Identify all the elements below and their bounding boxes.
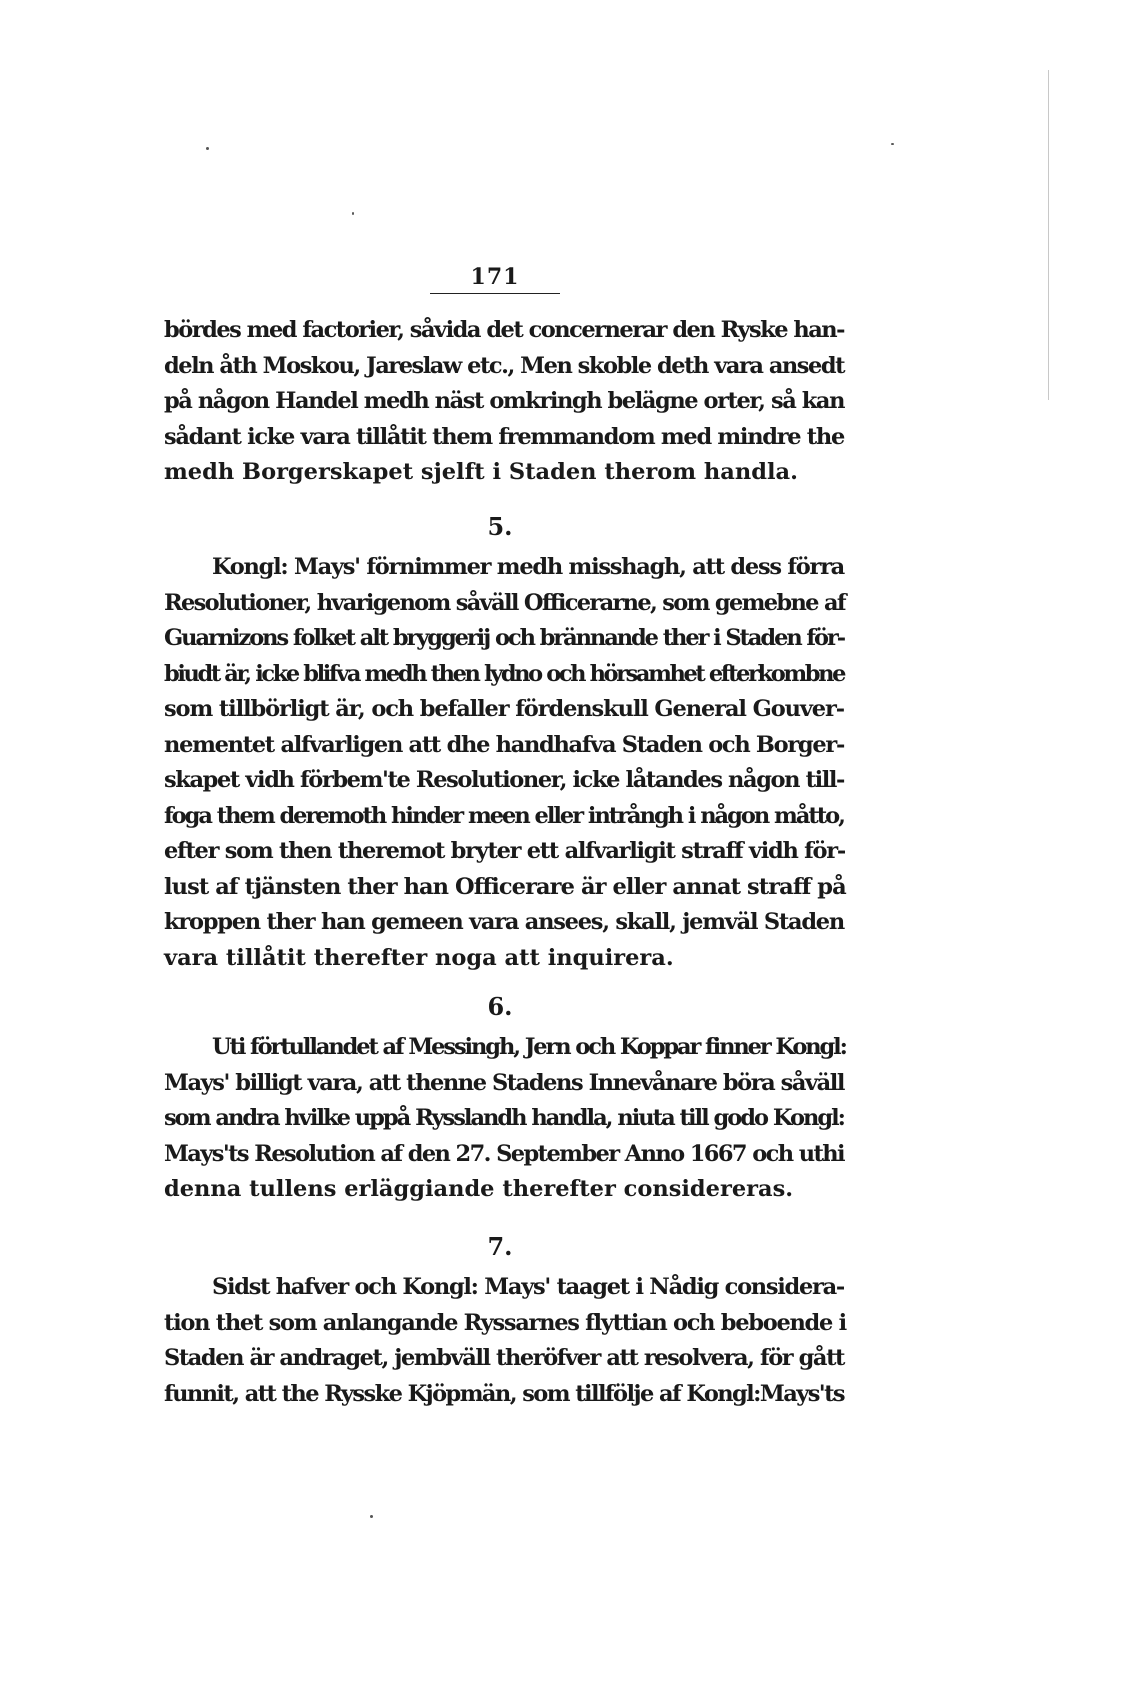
- text-line: lust af tjänsten ther han Officerare är eller annat straff på: [164, 873, 846, 900]
- text-line: kroppen ther han gemeen vara ansees, skall, jemväl Staden: [164, 909, 844, 935]
- page-edge-mark: [1048, 70, 1049, 400]
- text-line: skapet vidh förbem'te Resolutioner, icke låtandes någon till-: [164, 767, 844, 793]
- text-line: nementet alfvarligen att dhe handhafva Staden och Borger-: [164, 731, 844, 758]
- text-line: denna tullens erläggiande therefter considereras.: [164, 1176, 794, 1202]
- page-number: 171: [470, 264, 520, 290]
- section-5-paragraph: [164, 550, 844, 976]
- text-line: efter som then theremot bryter ett alfvarligit straff vidh för-: [164, 838, 845, 864]
- section-6-paragraph: [164, 1030, 844, 1208]
- section-number-6: 6.: [487, 992, 513, 1021]
- text-line: som andra hvilke uppå Rysslandh handla, niuta till godo Kongl:: [164, 1105, 844, 1131]
- text-line: foga them deremoth hinder meen eller intrångh i någon måtto,: [164, 802, 844, 829]
- print-speck: [370, 1515, 373, 1518]
- text-line: på någon Handel medh näst omkringh belägne orter, så kan: [164, 388, 845, 414]
- text-line: Resolutioner, hvarigenom såväll Officerarne, som gemebne af: [164, 589, 845, 616]
- text-line: deln åth Moskou, Jareslaw etc., Men skoble deth vara ansedt: [164, 352, 844, 379]
- section-number-7: 7.: [487, 1232, 513, 1261]
- text-line: Staden är andraget, jembväll theröfver att resolvera, för gått: [164, 1345, 844, 1371]
- page-number-rule: [430, 293, 560, 294]
- print-speck: [206, 147, 209, 150]
- text-line: tion thet som anlangande Ryssarnes flyttian och beboende i: [164, 1309, 846, 1336]
- text-line: Kongl: Mays' förnimmer medh misshagh, att dess förra: [212, 554, 844, 580]
- intro-paragraph: [164, 313, 844, 491]
- text-line: Mays' billigt vara, att thenne Stadens Innevånare böra såväll: [164, 1069, 844, 1096]
- section-7-paragraph: [164, 1270, 844, 1412]
- text-line: medh Borgerskapet sjelft i Staden therom handla.: [164, 459, 798, 485]
- text-line: funnit, att the Rysske Kjöpmän, som tillfölje af Kongl:Mays'ts: [164, 1380, 844, 1407]
- text-line: Uti förtullandet af Messingh, Jern och Koppar finner Kongl:: [212, 1034, 846, 1060]
- text-line: Mays'ts Resolution af den 27. September Anno 1667 och uthi: [164, 1140, 845, 1167]
- text-line: som tillbörligt är, och befaller fördenskull General Gouver-: [164, 696, 844, 722]
- text-line: vara tillåtit therefter noga att inquirera.: [164, 944, 674, 971]
- text-line: biudt är, icke blifva medh then lydno och hörsamhet efterkombne: [164, 660, 844, 687]
- section-number-5: 5.: [487, 512, 513, 541]
- text-line: Sidst hafver och Kongl: Mays' taaget i Nådig considera-: [212, 1274, 844, 1300]
- text-line: sådant icke vara tillåtit them fremmandom med mindre the: [164, 423, 844, 450]
- print-speck: [891, 143, 894, 145]
- text-line: bördes med factorier, såvida det concernerar den Ryske han-: [164, 317, 844, 343]
- text-line: Guarnizons folket alt bryggerij och brännande ther i Staden för-: [164, 625, 844, 651]
- print-speck: [352, 212, 354, 215]
